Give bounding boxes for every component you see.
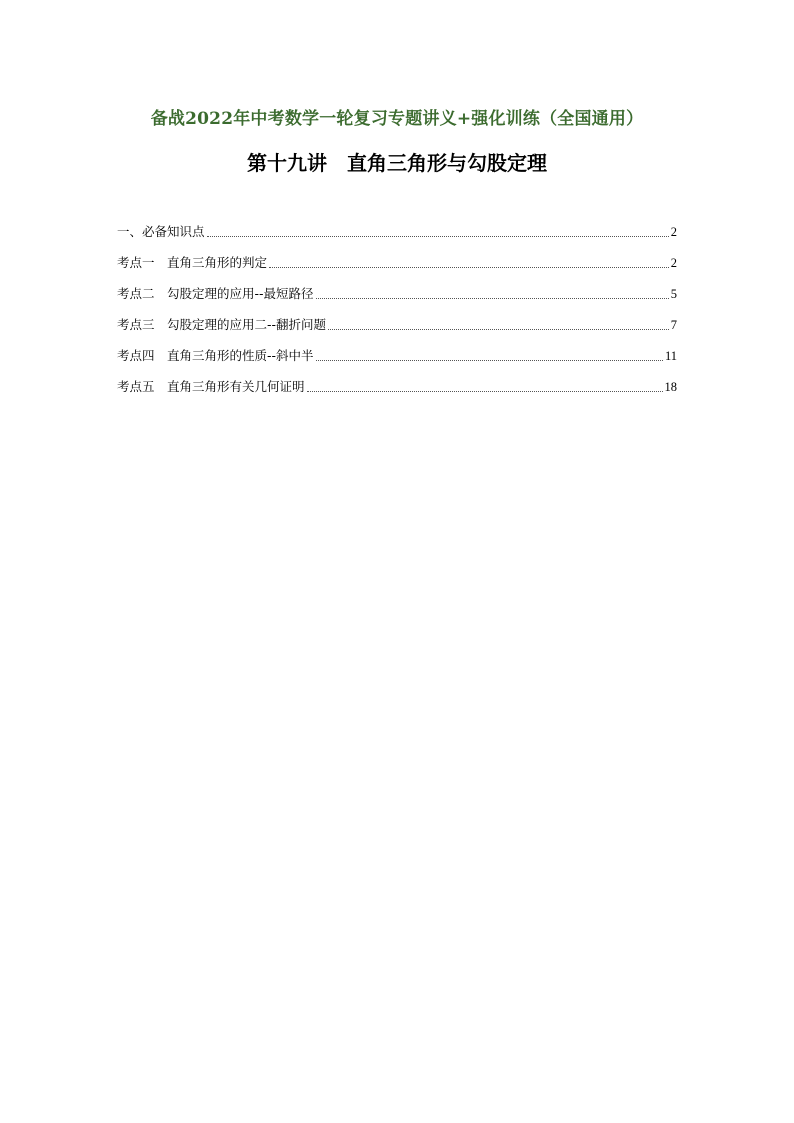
toc-entry-topic-5[interactable] — [117, 366, 677, 397]
toc-entry-topic-1[interactable] — [117, 242, 677, 273]
toc-dot-leader — [328, 328, 669, 330]
toc-page-number: 11 — [664, 349, 677, 363]
toc-entry-label: 考点五 直角三角形有关几何证明 — [117, 379, 305, 394]
toc-page-number: 7 — [670, 318, 677, 332]
toc-page-number: 2 — [670, 256, 677, 270]
toc-entry-label: 考点一 直角三角形的判定 — [117, 255, 268, 270]
toc-dot-leader — [316, 297, 669, 299]
toc-entry-topic-4[interactable] — [117, 335, 677, 366]
toc-entry-label: 考点三 勾股定理的应用二--翻折问题 — [117, 317, 327, 332]
toc-page-number: 18 — [664, 380, 677, 394]
toc-page-number: 5 — [670, 287, 677, 301]
toc-entry-label: 考点四 直角三角形的性质--斜中半 — [117, 348, 314, 363]
series-title: 备战2022年中考数学一轮复习专题讲义+强化训练（全国通用） — [150, 109, 644, 129]
toc-dot-leader — [207, 235, 669, 237]
toc-dot-leader — [269, 266, 669, 268]
toc-entry-topic-2[interactable] — [117, 273, 677, 304]
toc-entry-label: 一、必备知识点 — [117, 224, 205, 239]
table-of-contents — [117, 211, 677, 397]
toc-page-number: 2 — [670, 225, 677, 239]
toc-entry-topic-3[interactable] — [117, 304, 677, 335]
toc-entry-essentials[interactable] — [117, 211, 677, 242]
lecture-title: 第十九讲 直角三角形与勾股定理 — [247, 151, 547, 175]
toc-entry-label: 考点二 勾股定理的应用--最短路径 — [117, 286, 314, 301]
toc-dot-leader — [307, 390, 663, 392]
toc-dot-leader — [316, 359, 663, 361]
